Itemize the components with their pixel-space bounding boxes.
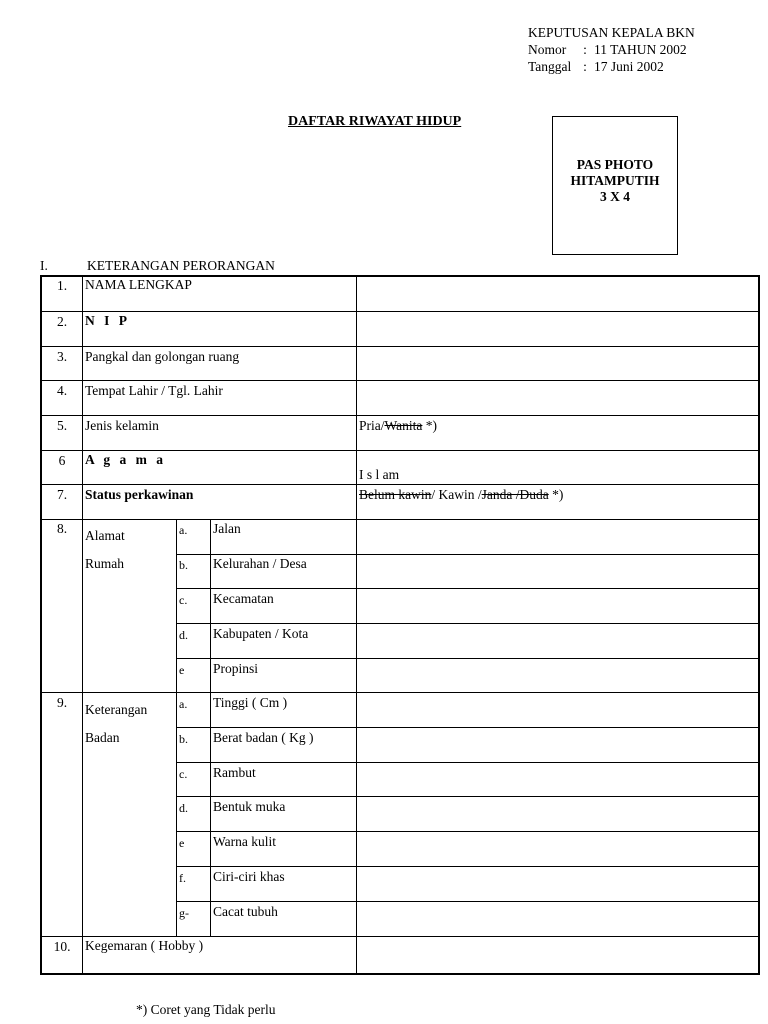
nomor-label: Nomor <box>528 42 567 57</box>
nama-lengkap-field[interactable] <box>359 278 755 308</box>
nomor-colon: : <box>583 42 587 57</box>
alamat-kelurahan-label: Kelurahan / Desa <box>213 556 307 571</box>
subrow-line <box>176 796 760 797</box>
hobby-label: Kegemaran ( Hobby ) <box>85 938 204 953</box>
row-label-jenis-kelamin: Jenis kelamin <box>85 418 159 433</box>
rambut-label: Rambut <box>213 765 256 780</box>
section-number: I. <box>40 258 48 273</box>
subrow-line <box>176 623 760 624</box>
row-label-tempat-lahir: Tempat Lahir / Tgl. Lahir <box>85 383 223 398</box>
row-number: 10. <box>53 939 71 954</box>
option-kawin: / Kawin / <box>431 487 482 502</box>
sub-letter: d. <box>179 628 188 642</box>
row-number: 9. <box>56 695 68 710</box>
photo-box <box>552 116 678 255</box>
alamat-kecamatan-field[interactable] <box>359 591 755 620</box>
sub-letter: a. <box>179 523 188 537</box>
row-line <box>40 380 760 381</box>
sub-letter: e <box>179 836 185 850</box>
photo-line-2: HITAMPUTIH <box>570 173 660 188</box>
row-number: 5. <box>56 418 68 433</box>
row-line <box>40 346 760 347</box>
alamat-propinsi-label: Propinsi <box>213 661 259 676</box>
decree-org: KEPUTUSAN KEPALA BKN <box>528 25 695 40</box>
sub-letter: d. <box>179 801 188 815</box>
row-number: 3. <box>56 349 68 364</box>
tanggal-value: 17 Juni 2002 <box>594 59 664 74</box>
option-pria: Pria/ <box>359 418 385 433</box>
alamat-label-line1: Alamat <box>85 528 125 543</box>
alamat-jalan-field[interactable] <box>359 522 755 551</box>
row-label-nama: NAMA LENGKAP <box>85 277 192 292</box>
subrow-line <box>176 727 760 728</box>
sub-letter: b. <box>179 558 188 572</box>
sub-letter: c. <box>179 593 188 607</box>
ciri-khas-label: Ciri-ciri khas <box>213 869 285 884</box>
subrow-line <box>176 901 760 902</box>
row-line <box>40 519 760 520</box>
subrow-line <box>176 762 760 763</box>
cacat-tubuh-field[interactable] <box>359 904 755 933</box>
row-label-agama: A g a m a <box>85 452 166 467</box>
option-janda-duda-struck: Janda /Duda <box>481 487 549 502</box>
row-number: 1. <box>56 278 68 293</box>
decree-date-row <box>528 58 695 75</box>
row-label-pangkat: Pangkal dan golongan ruang <box>85 349 240 364</box>
warna-kulit-label: Warna kulit <box>213 834 277 849</box>
row-number: 7. <box>56 487 68 502</box>
sub-letter: a. <box>179 697 188 711</box>
bentuk-muka-field[interactable] <box>359 799 755 828</box>
tanggal-label: Tanggal <box>528 59 572 74</box>
section-heading <box>40 258 275 274</box>
badan-label-line2: Badan <box>85 730 120 745</box>
photo-line-3: 3 X 4 <box>600 189 630 204</box>
option-wanita-struck: Wanita <box>384 418 423 433</box>
rambut-field[interactable] <box>359 765 755 793</box>
alamat-kabupaten-field[interactable] <box>359 626 755 655</box>
decree-number-row <box>528 41 695 58</box>
table-border-bottom <box>40 973 760 975</box>
footnote: *) Coret yang Tidak perlu <box>136 1002 276 1017</box>
badan-label-line1: Keterangan <box>85 702 148 717</box>
alamat-kabupaten-label: Kabupaten / Kota <box>213 626 309 641</box>
option-belum-kawin-struck: Belum kawin <box>359 487 432 502</box>
nip-field[interactable] <box>359 314 755 344</box>
row-line <box>40 311 760 312</box>
footnote-marker: *) <box>548 487 564 502</box>
warna-kulit-field[interactable] <box>359 834 755 863</box>
alamat-propinsi-field[interactable] <box>359 661 755 689</box>
alamat-label-line2: Rumah <box>85 556 124 571</box>
decree-header <box>528 24 695 75</box>
alamat-kecamatan-label: Kecamatan <box>213 591 274 606</box>
row-number: 2. <box>56 314 68 329</box>
subrow-line <box>176 866 760 867</box>
alamat-jalan-label: Jalan <box>213 521 241 536</box>
document-title: DAFTAR RIWAYAT HIDUP <box>288 114 462 129</box>
jenis-kelamin-value[interactable] <box>359 418 437 434</box>
tinggi-field[interactable] <box>359 695 755 724</box>
footnote-marker: *) <box>422 418 438 433</box>
sub-letter: f. <box>179 871 186 885</box>
sub-letter: e <box>179 663 185 677</box>
subrow-line <box>176 658 760 659</box>
row-number: 8. <box>56 521 68 536</box>
row-line <box>40 692 760 693</box>
tinggi-label: Tinggi ( Cm ) <box>213 695 288 710</box>
row-line <box>40 484 760 485</box>
status-perkawinan-value[interactable] <box>359 487 563 503</box>
photo-line-1: PAS PHOTO <box>576 157 654 172</box>
berat-badan-field[interactable] <box>359 730 755 759</box>
tanggal-colon: : <box>583 59 587 74</box>
row-number: 4. <box>56 383 68 398</box>
row-line <box>40 936 760 937</box>
sub-letter: g- <box>179 906 189 920</box>
pangkat-field[interactable] <box>359 349 755 377</box>
ciri-khas-field[interactable] <box>359 869 755 898</box>
row-line <box>40 450 760 451</box>
berat-badan-label: Berat badan ( Kg ) <box>213 730 314 745</box>
section-title: KETERANGAN PERORANGAN <box>87 258 275 273</box>
cacat-tubuh-label: Cacat tubuh <box>213 904 278 919</box>
subrow-line <box>176 554 760 555</box>
tempat-lahir-field[interactable] <box>359 383 755 412</box>
subrow-line <box>176 588 760 589</box>
subrow-line <box>176 831 760 832</box>
row-label-nip: N I P <box>85 313 130 328</box>
agama-value[interactable]: I s l am <box>359 467 400 482</box>
sub-letter: c. <box>179 767 188 781</box>
sub-letter: b. <box>179 732 188 746</box>
bentuk-muka-label: Bentuk muka <box>213 799 286 814</box>
row-label-status-perkawinan: Status perkawinan <box>85 487 194 502</box>
hobby-field[interactable] <box>359 939 755 970</box>
row-number: 6 <box>58 453 66 468</box>
alamat-kelurahan-field[interactable] <box>359 557 755 585</box>
row-line <box>40 415 760 416</box>
nomor-value: 11 TAHUN 2002 <box>594 42 687 57</box>
